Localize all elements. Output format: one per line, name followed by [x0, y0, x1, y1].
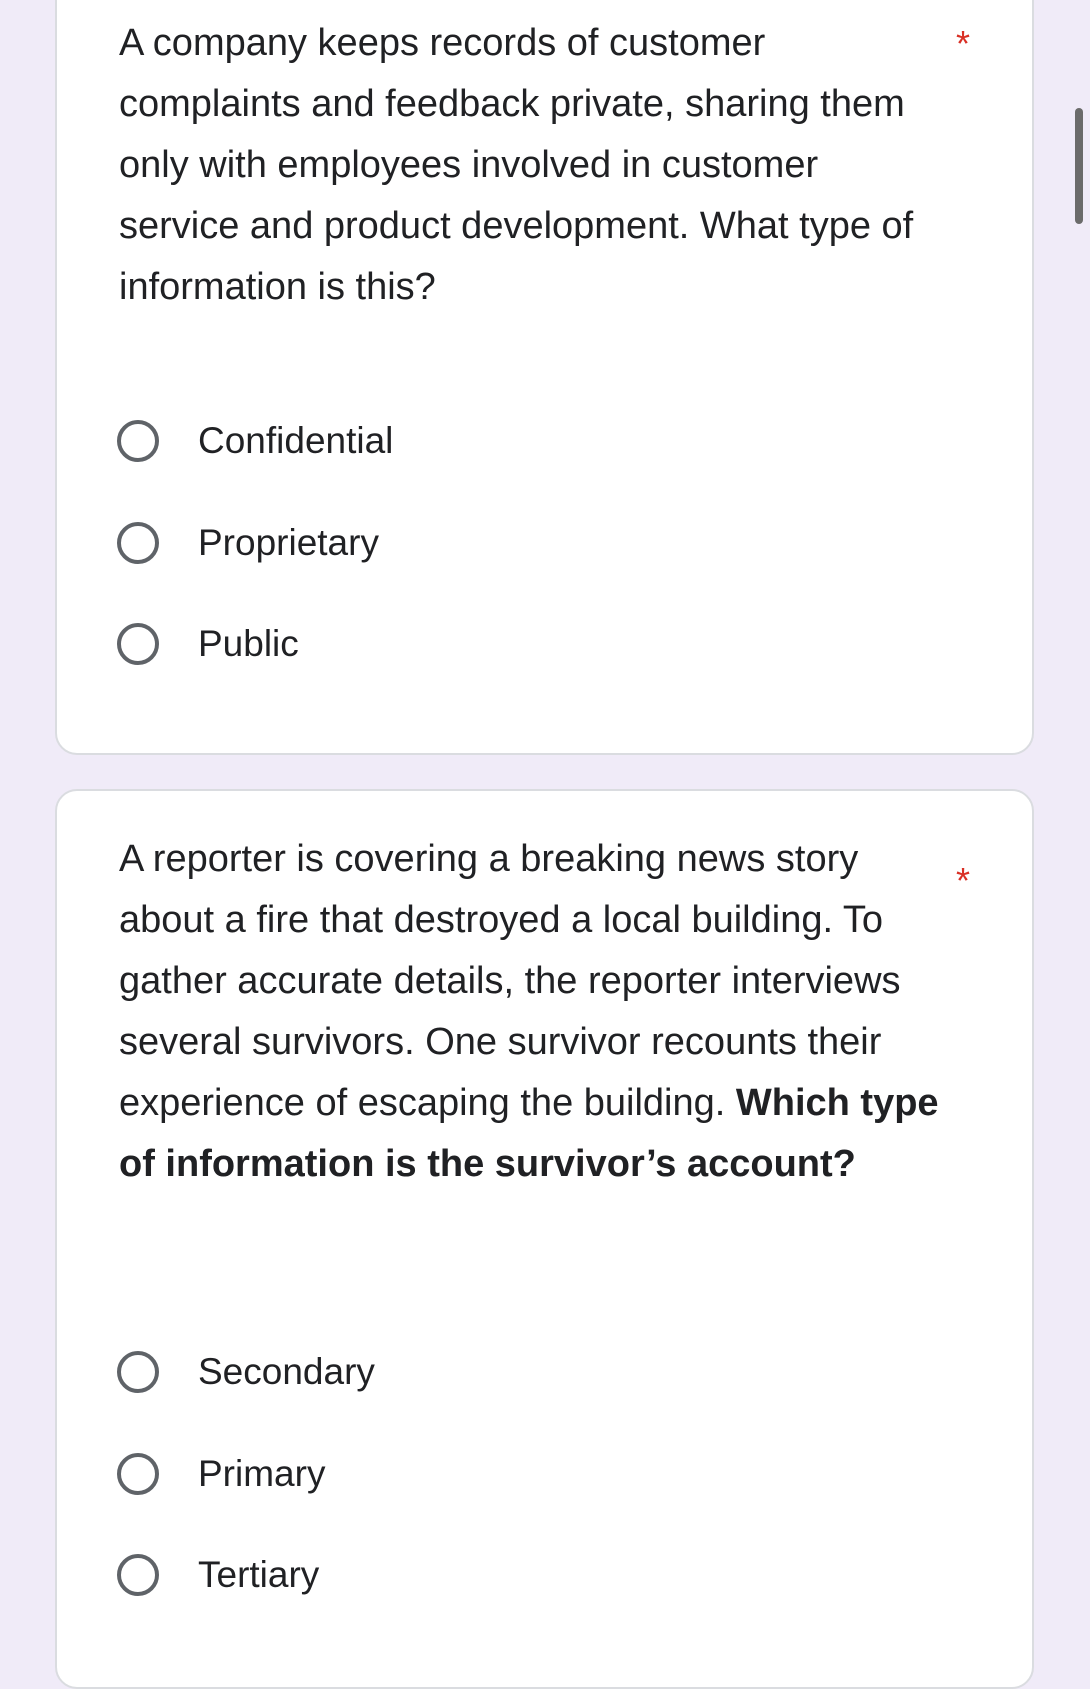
option-tertiary[interactable] — [117, 1547, 319, 1603]
option-confidential[interactable] — [117, 413, 393, 469]
question-2-text — [119, 829, 939, 1195]
option-label: Tertiary — [198, 1554, 320, 1595]
required-asterisk: * — [955, 860, 970, 901]
option-label: Proprietary — [198, 522, 379, 563]
required-asterisk: * — [955, 23, 970, 64]
scrollbar-thumb[interactable] — [1075, 108, 1083, 224]
option-secondary[interactable] — [117, 1344, 375, 1400]
question-2-text-bold: Which type of information is the survivor’s account? — [119, 1082, 939, 1185]
radio-button[interactable] — [117, 1351, 159, 1393]
radio-button[interactable] — [117, 522, 159, 564]
radio-button[interactable] — [117, 420, 159, 462]
question-card-1 — [55, 0, 1034, 755]
option-label: Secondary — [198, 1351, 375, 1392]
option-label: Confidential — [198, 420, 394, 461]
option-proprietary[interactable] — [117, 515, 379, 571]
option-label: Primary — [198, 1453, 326, 1494]
option-public[interactable] — [117, 616, 299, 672]
option-primary[interactable] — [117, 1446, 325, 1502]
question-card-2 — [55, 789, 1034, 1689]
radio-button[interactable] — [117, 1554, 159, 1596]
option-label: Public — [198, 623, 299, 664]
radio-button[interactable] — [117, 1453, 159, 1495]
radio-button[interactable] — [117, 623, 159, 665]
question-2-text-plain: A reporter is covering a breaking news story about a fire that destroyed a local building. To gather accurate details, the reporter interviews several survivors. One survivor recounts their experience of escaping the building. — [119, 838, 901, 1124]
question-1-text: A company keeps records of customer complaints and feedback private, sharing them only with employees involved in customer service and product development. What type of information is this? — [119, 22, 914, 308]
